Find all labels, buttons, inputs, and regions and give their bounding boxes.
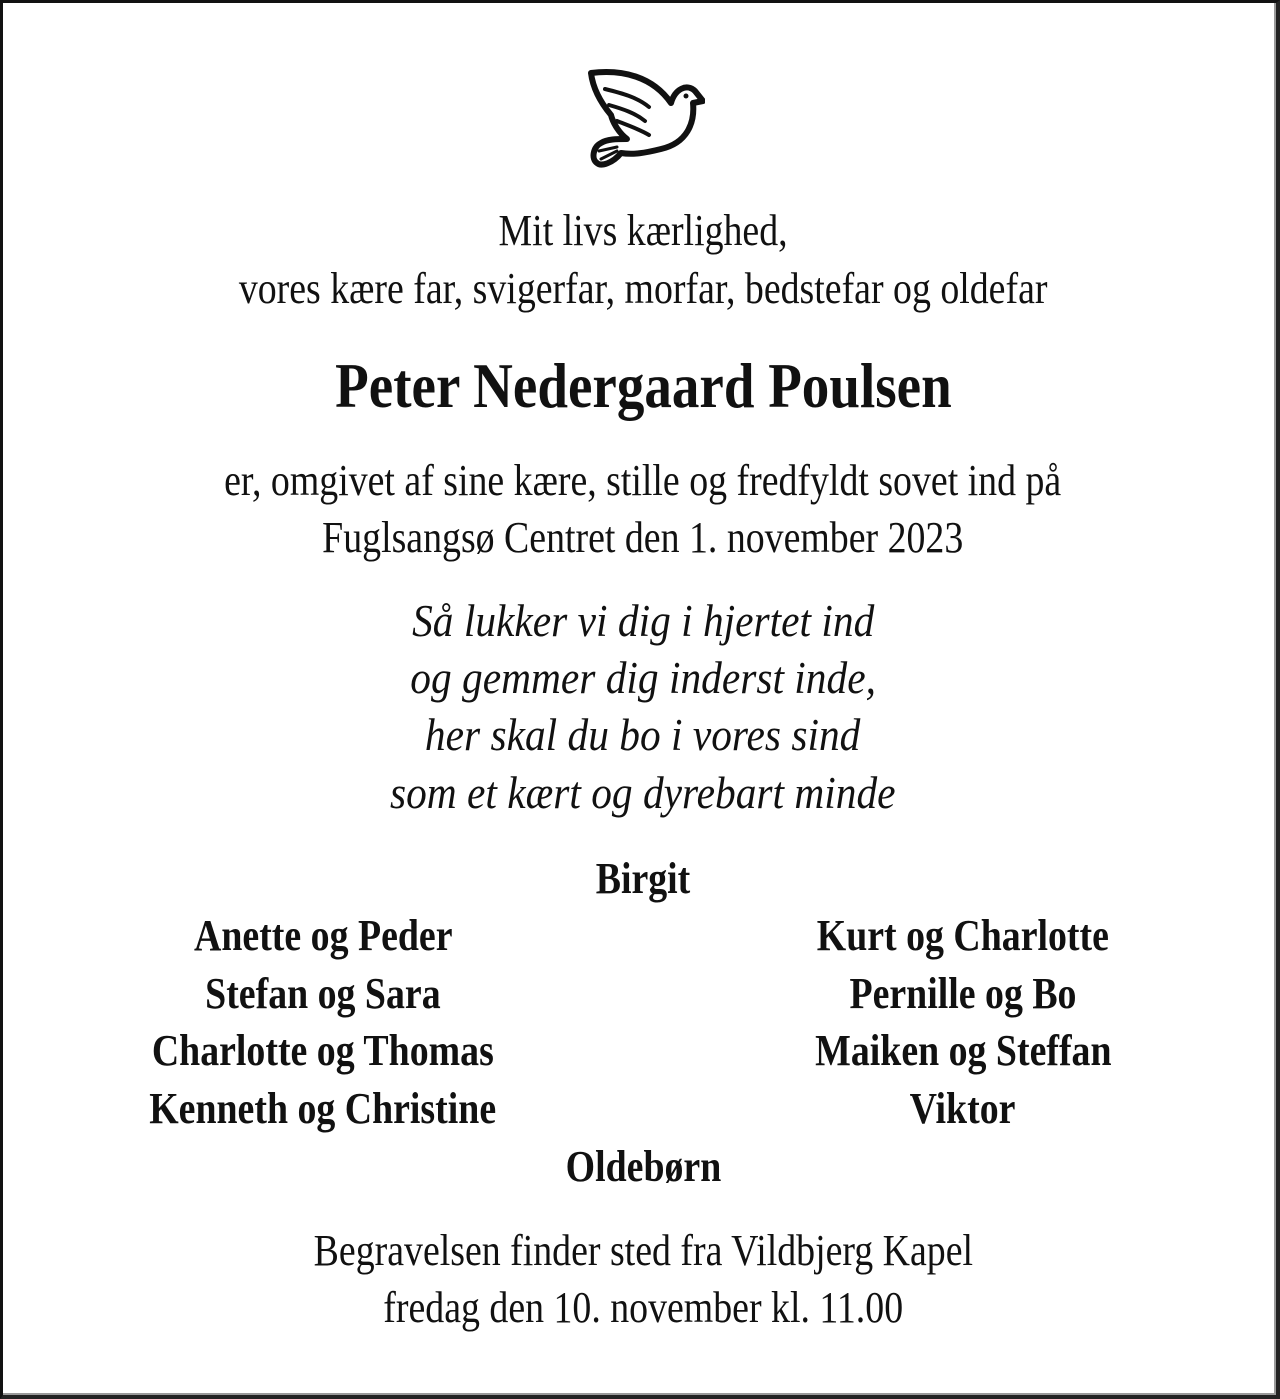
mourner-entry: Anette og Peder <box>193 911 453 960</box>
announcement-line-1: er, omgivet af sine kære, stille og fredfyldt sovet ind på <box>224 456 1062 505</box>
mourners-right-column <box>643 907 1280 1137</box>
mourner-entry: Maiken og Steffan <box>814 1026 1112 1075</box>
mourner-entry: Viktor <box>910 1083 1016 1133</box>
poem-line-1: Så lukker vi dig i hjertet ind <box>411 596 875 646</box>
mourner-entry: Stefan og Sara <box>205 968 441 1018</box>
mourner-great-grandchildren: Oldebørn <box>565 1142 721 1191</box>
mourner-entry: Charlotte og Thomas <box>152 1026 494 1075</box>
mourners-left-column <box>3 907 643 1137</box>
mourner-entry: Pernille og Bo <box>849 968 1077 1018</box>
mourner-entry: Kenneth og Christine <box>149 1083 497 1133</box>
poem-line-3: her skal du bo i vores sind <box>425 710 861 760</box>
deceased-name: Peter Nedergaard Poulsen <box>334 350 952 421</box>
poem-line-4: som et kært og dyrebart minde <box>390 768 896 818</box>
mourner-entry: Kurt og Charlotte <box>816 911 1110 960</box>
funeral-line-1: Begravelsen finder sted fra Vildbjerg Kapel <box>313 1226 973 1275</box>
intro-line-2: vores kære far, svigerfar, morfar, bedstefar og oldefar <box>238 264 1048 313</box>
mourner-spouse: Birgit <box>595 854 691 903</box>
dove-icon <box>583 63 705 171</box>
poem-line-2: og gemmer dig inderst inde, <box>410 653 876 703</box>
funeral-line-2: fredag den 10. november kl. 11.00 <box>383 1283 903 1332</box>
announcement-line-2: Fuglsangsø Centret den 1. november 2023 <box>322 513 964 562</box>
intro-line-1: Mit livs kærlighed, <box>498 206 788 255</box>
